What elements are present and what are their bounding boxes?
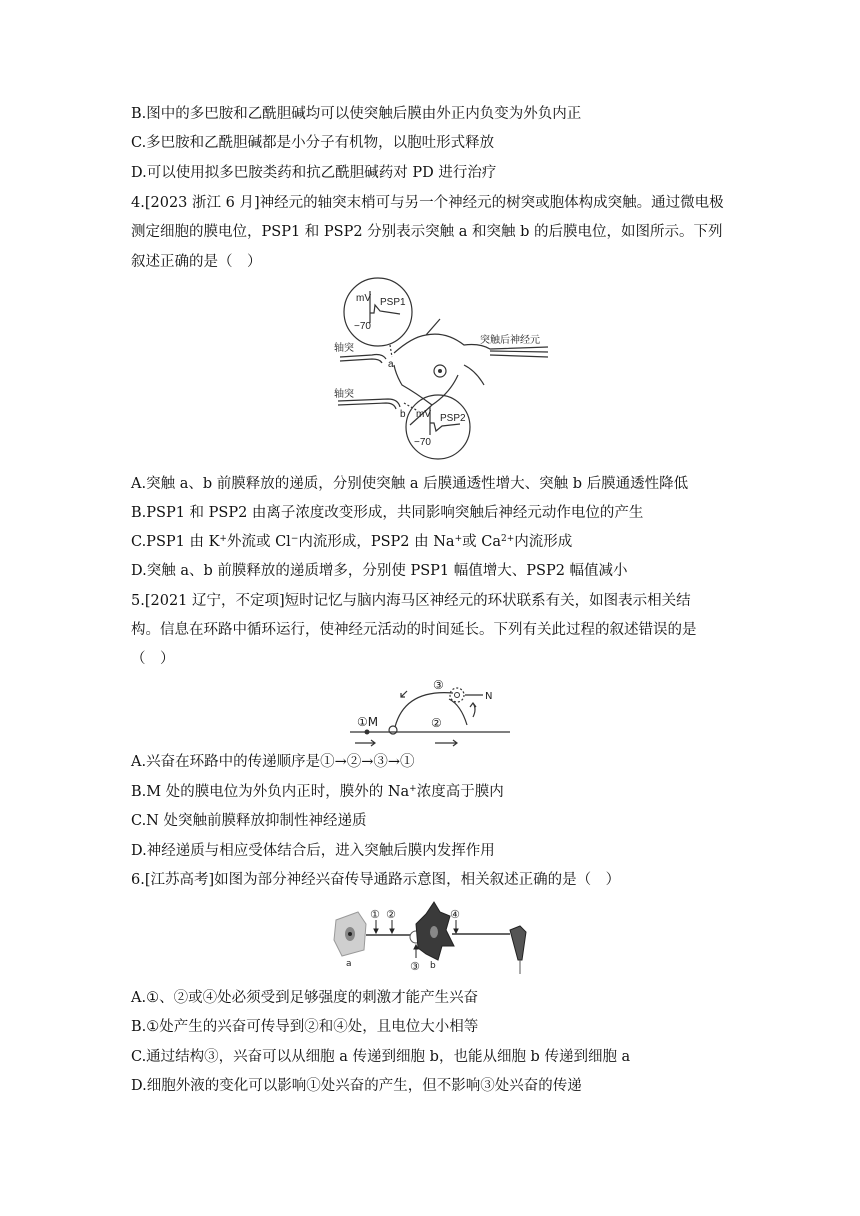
synapse-a-label: a — [388, 359, 394, 370]
q3-option-c: C.多巴胺和乙酰胆碱都是小分子有机物，以胞吐形式释放 — [131, 135, 495, 151]
psp2-unit: mV — [416, 409, 431, 420]
q5-stem-line-2: 构。信息在环路中循环运行，使神经元活动的时间延长。下列有关此过程的叙述错误的是 — [131, 622, 697, 638]
q4-stem-line-1: 4.[2023 浙江 6 月]神经元的轴突末梢可与另一个神经元的树突或胞体构成突触。通过微电极 — [131, 195, 724, 211]
label-cell-b: b — [430, 961, 436, 971]
q6-option-a: A.①、②或④处必须受到足够强度的刺激才能产生兴奋 — [131, 990, 479, 1006]
label-1m: ①M — [357, 715, 379, 729]
q4-synapse-figure — [300, 275, 560, 465]
psp2-label: PSP2 — [440, 413, 466, 424]
psp1-value: −70 — [354, 321, 371, 332]
q4-stem-line-2: 测定细胞的膜电位，PSP1 和 PSP2 分别表示突触 a 和突触 b 的后膜电位，如图所示。下列 — [131, 224, 723, 240]
label-3: ③ — [410, 960, 420, 973]
q5-loop-figure — [345, 675, 520, 750]
q4-option-d: D.突触 a、b 前膜释放的递质增多，分别使 PSP1 幅值增大、PSP2 幅值减小 — [131, 563, 628, 579]
psp1-label: PSP1 — [380, 297, 406, 308]
q4-option-c: C.PSP1 由 K+外流或 Cl−内流形成，PSP2 由 Na+或 $Ca^{2+}$内流形成 — [131, 534, 573, 550]
q3-option-d: D.可以使用拟多巴胺类药和抗乙酰胆碱药对 PD 进行治疗 — [131, 165, 497, 181]
q5-option-c: C.N 处突触前膜释放抑制性神经递质 — [131, 813, 367, 829]
post-neuron-label: 突触后神经元 — [480, 335, 540, 346]
axon-label-2: 轴突 — [334, 389, 354, 400]
label-2: ② — [431, 716, 442, 730]
label-n: N — [485, 691, 493, 702]
label-3: ③ — [433, 678, 444, 692]
label-4: ④ — [450, 908, 460, 921]
label-2: ② — [386, 908, 396, 921]
q6-stem: 6.[江苏高考]如图为部分神经兴奋传导通路示意图，相关叙述正确的是（ ） — [131, 872, 621, 888]
label-cell-a: a — [346, 959, 352, 969]
q6-option-c: C.通过结构③，兴奋可以从细胞 a 传递到细胞 b，也能从细胞 b 传递到细胞 a — [131, 1049, 631, 1065]
psp2-value: −70 — [414, 437, 431, 448]
q5-option-a: A.兴奋在环路中的传递顺序是①→②→③→① — [131, 754, 415, 770]
q6-option-d: D.细胞外液的变化可以影响①处兴奋的产生，但不影响③处兴奋的传递 — [131, 1078, 582, 1094]
q5-option-d: D.神经递质与相应受体结合后，进入突触后膜内发挥作用 — [131, 843, 495, 859]
q4-option-b: B.PSP1 和 PSP2 由离子浓度改变形成，共同影响突触后神经元动作电位的产生 — [131, 505, 644, 521]
synapse-b-label: b — [400, 409, 406, 420]
q5-stem-line-3: （ ） — [131, 651, 175, 667]
q6-pathway-figure — [330, 900, 530, 978]
psp2-inset-circle — [406, 395, 470, 459]
psp1-unit: mV — [356, 293, 371, 304]
psp1-inset-circle — [344, 278, 412, 346]
axon-label-1: 轴突 — [334, 343, 354, 354]
q4-option-a: A.突触 a、b 前膜释放的递质，分别使突触 a 后膜通透性增大、突触 b 后膜通透性降低 — [131, 476, 689, 492]
q3-option-b: B.图中的多巴胺和乙酰胆碱均可以使突触后膜由外正内负变为外负内正 — [131, 106, 582, 122]
label-1: ① — [370, 908, 380, 921]
q4-stem-line-3: 叙述正确的是（ ） — [131, 254, 262, 270]
q6-option-b: B.①处产生的兴奋可传导到②和④处，且电位大小相等 — [131, 1019, 479, 1035]
q5-option-b: B.M 处的膜电位为外负内正时，膜外的 Na+浓度高于膜内 — [131, 784, 504, 800]
q5-stem-line-1: 5.[2021 辽宁，不定项]短时记忆与脑内海马区神经元的环状联系有关，如图表示相关结 — [131, 593, 691, 609]
